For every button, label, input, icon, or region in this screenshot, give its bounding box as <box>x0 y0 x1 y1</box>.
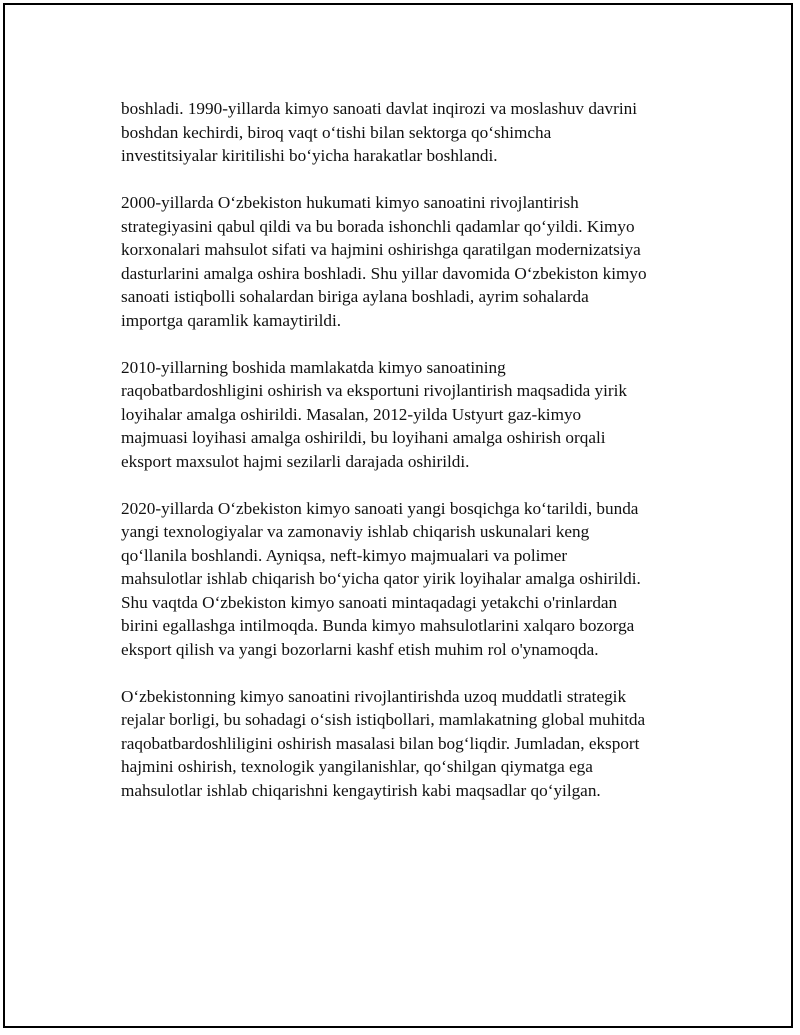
paragraph-1: boshladi. 1990-yillarda kimyo sanoati davlat inqirozi va moslashuv davrini boshdan kechirdi, biroq vaqt o‘tishi bilan sektorga qo‘shimcha investitsiyalar kiritilishi bo‘yicha harakatlar boshlandi. <box>121 99 638 165</box>
paragraph-2: 2000-yillarda O‘zbekiston hukumati kimyo sanoatini rivojlantirish strategiyasini qabul qildi va bu borada ishonchli qadamlar qo‘yildi. Kimyo korxonalari mahsulot sifati va hajmini oshirishga qaratilgan modernizatsiya dasturlarini amalga oshira boshladi. Shu yillar davomida O‘zbekiston kimyo sanoati istiqbolli sohalardan biriga aylana boshladi, ayrim sohalarda importga qaramlik kamaytirildi. <box>121 193 647 330</box>
document-body <box>121 97 701 826</box>
paragraph-5: O‘zbekistonning kimyo sanoatini rivojlantirishda uzoq muddatli strategik rejalar borligi, bu sohadagi o‘sish istiqbollari, mamlakatning global muhitda raqobatbardoshliligini oshirish masalasi bilan bog‘liqdir. Jumladan, eksport hajmini oshirish, texnologik yangilanishlar, qo‘shilgan qiymatga ega mahsulotlar ishlab chiqarishni kengaytirish kabi maqsadlar qo‘yilgan. <box>121 686 646 800</box>
paragraph-4: 2020-yillarda O‘zbekiston kimyo sanoati yangi bosqichga ko‘tarildi, bunda yangi texnologiyalar va zamonaviy ishlab chiqarish uskunalari keng qo‘llanila boshlandi. Ayniqsa, neft-kimyo majmualari va polimer mahsulotlar ishlab chiqarish bo‘yicha qator yirik loyihalar amalga oshirildi. Shu vaqtda O‘zbekiston kimyo sanoati mintaqadagi yetakchi o'rinlardan birini egallashga intilmoqda. Bunda kimyo mahsulotlarini xalqaro bozorga eksport qilish va yangi bozorlarni kashf etish muhim rol o'ynamoqda. <box>121 498 641 659</box>
paragraph-3: 2010-yillarning boshida mamlakatda kimyo sanoatining raqobatbardoshligini oshirish va eksportuni rivojlantirish maqsadida yirik loyihalar amalga oshirildi. Masalan, 2012-yilda Ustyurt gaz-kimyo majmuasi loyihasi amalga oshirildi, bu loyihani amalga oshirish orqali eksport maxsulot hajmi sezilarli darajada oshirildi. <box>121 357 627 471</box>
document-page <box>3 3 793 1028</box>
